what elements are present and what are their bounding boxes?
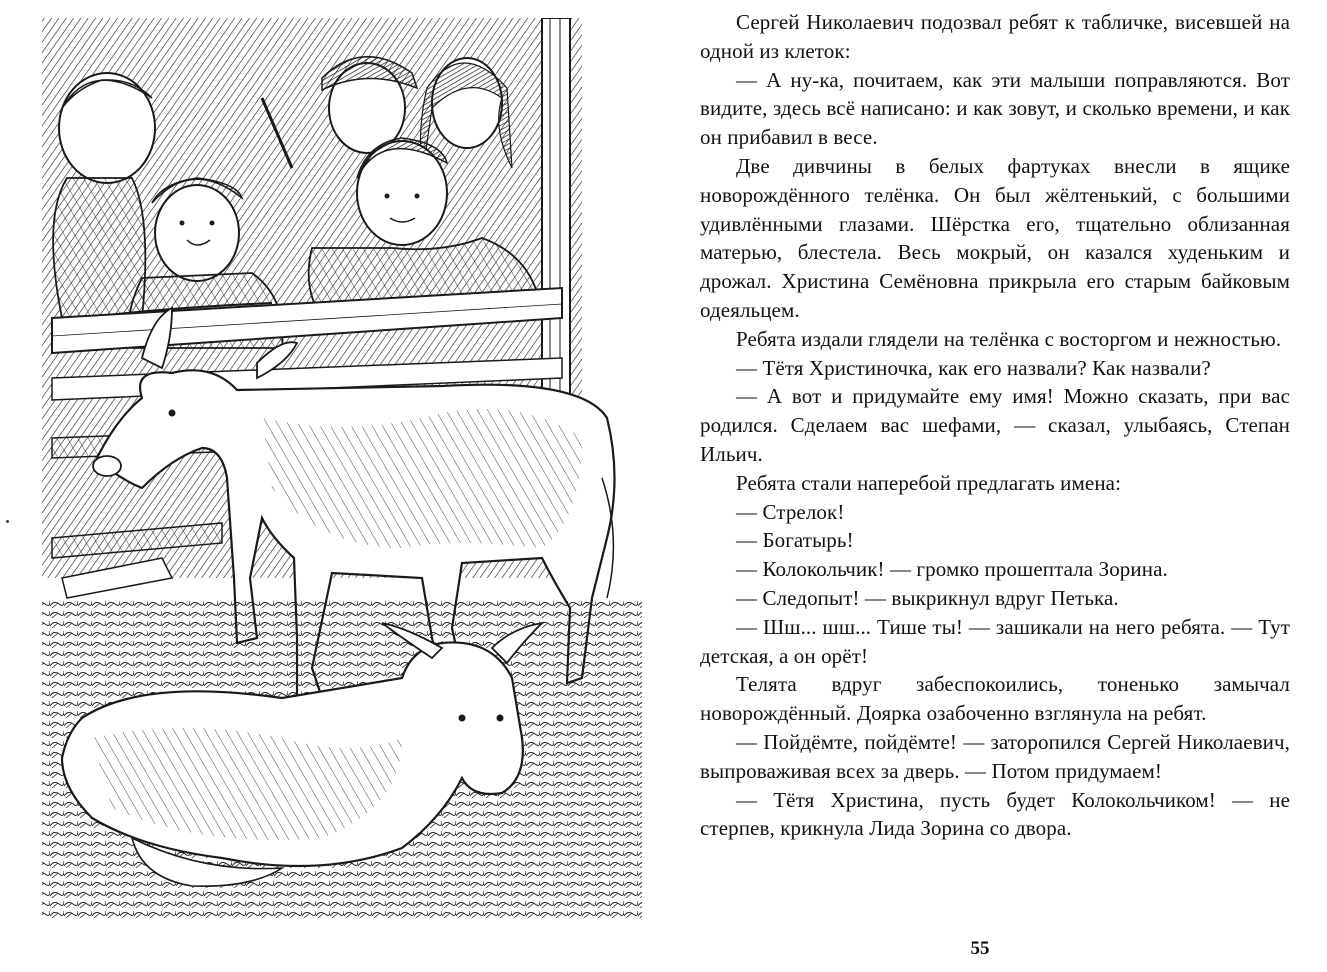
paragraph: — А вот и придумайте ему имя! Можно сказать, при вас родился. Сделаем вас шефами, — сказал, улыбаясь, Степан Ильич.	[700, 384, 1290, 466]
paragraph: Сергей Николаевич подозвал ребят к табличке, висевшей на одной из клеток:	[700, 10, 1290, 63]
paragraph: — Тётя Христиночка, как его назвали? Как назвали?	[736, 355, 1211, 380]
paragraph: — Тётя Христина, пусть будет Колокольчиком! — не стерпев, крикнула Лида Зорина со двора.	[700, 787, 1290, 841]
paragraph: Ребята стали наперебой предлагать имена:	[736, 470, 1122, 495]
page-number: 55	[970, 938, 990, 959]
paragraph: — Колокольчик! — громко прошептала Зорина.	[736, 557, 1168, 582]
paragraph: — Следопыт! — выкрикнул вдруг Петька.	[736, 585, 1119, 610]
illustration-drawing	[22, 18, 650, 920]
illustration	[22, 18, 650, 920]
paragraph: Две дивчины в белых фартуках внесли в ящике новорождённого телёнка. Он был жёлтенький, с большими удивлёнными глазами. Шёрстка его, тщательно облизанная матерью, блестела. Весь мокрый, он казался худеньким и дрожал. Христина Семёновна прикрыла его старым байковым одеяльцем.	[700, 153, 1290, 322]
paragraph: — А ну-ка, почитаем, как эти малыши поправляются. Вот видите, здесь всё написано: и как зовут, и сколько времени, и как он прибавил в весе.	[700, 67, 1290, 150]
paragraph: Телята вдруг забеспокоились, тоненько замычал новорождённый. Доярка озабоченно взглянула на ребят.	[700, 672, 1290, 726]
paragraph: Ребята издали глядели на телёнка с восторгом и нежностью.	[736, 326, 1282, 351]
text-column	[700, 8, 1290, 843]
paragraph: — Шш... шш... Тише ты! — зашикали на него ребята. — Тут детская, а он орёт!	[700, 614, 1290, 668]
paragraph: — Стрелок!	[736, 499, 845, 524]
paragraph: — Богатырь!	[736, 528, 854, 553]
stray-mark	[6, 520, 9, 523]
paragraph: — Пойдёмте, пойдёмте! — заторопился Сергей Николаевич, выпроваживая всех за дверь. — Потом придумаем!	[700, 729, 1290, 783]
